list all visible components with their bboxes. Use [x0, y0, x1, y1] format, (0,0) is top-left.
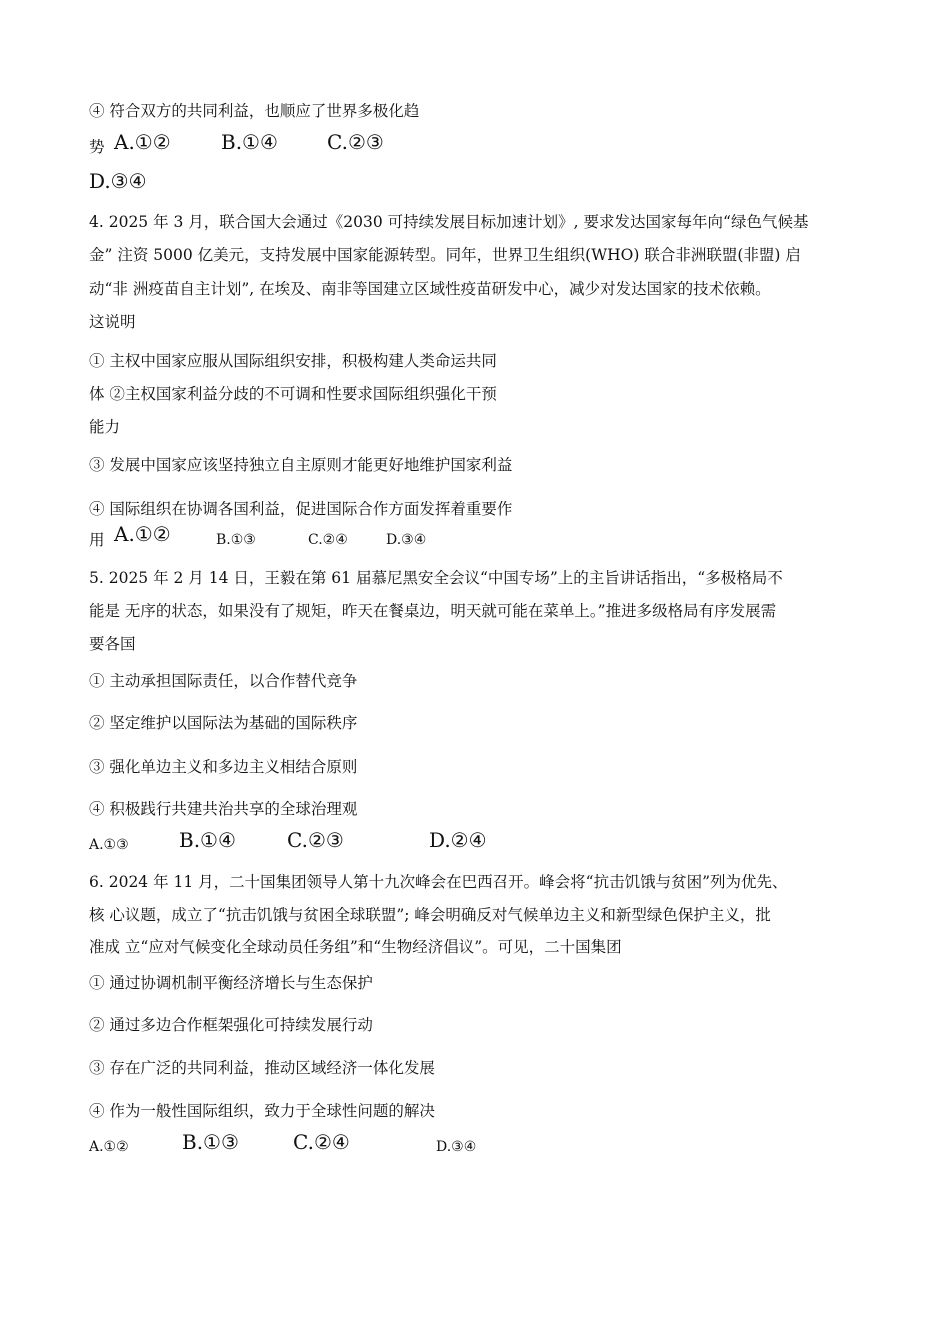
- q4-choice-b: B.①③: [216, 532, 256, 548]
- q4-choice-d: D.③④: [386, 532, 427, 548]
- q4-choice-c: C.②④: [308, 532, 348, 548]
- q6-choice-a: A.①②: [89, 1139, 129, 1155]
- q4-option-1-2-line2: 体 ②主权国家利益分歧的不可调和性要求国际组织强化干预: [89, 385, 497, 403]
- q5-stem-line-2: 能是 无序的状态，如果没有了规矩，昨天在餐桌边，明天就可能在菜单上。”推进多级格局有序发展需: [89, 602, 777, 620]
- q5-option-4: ④ 积极践行共建共治共享的全球治理观: [89, 800, 358, 818]
- q6-choice-c: C.②④: [293, 1130, 350, 1154]
- q5-stem-line-3: 要各国: [89, 635, 136, 653]
- q5-option-3: ③ 强化单边主义和多边主义相结合原则: [89, 758, 358, 776]
- q3-choice-a: A.①②: [114, 130, 171, 154]
- q4-option-3: ③ 发展中国家应该坚持独立自主原则才能更好地维护国家利益: [89, 456, 513, 474]
- q6-stem-line-1: 6. 2024 年 11 月，二十国集团领导人第十九次峰会在巴西召开。峰会将“抗击饥饿与贫困”列为优先、: [89, 873, 788, 891]
- q4-stem-line-3: 动“非 洲疫苗自主计划”, 在埃及、南非等国建立区域性疫苗研发中心，减少对发达国家的技术依赖。: [89, 280, 771, 298]
- q4-option-4-line2: 用: [89, 531, 105, 549]
- q6-stem-line-2: 核 心议题，成立了“抗击饥饿与贫困全球联盟”; 峰会明确反对气候单边主义和新型绿色保护主义，批: [89, 906, 771, 924]
- q5-choice-a: A.①③: [89, 837, 129, 853]
- q4-option-4-line1: ④ 国际组织在协调各国利益，促进国际合作方面发挥着重要作: [89, 500, 513, 518]
- q4-option-1-line1: ① 主权中国家应服从国际组织安排，积极构建人类命运共同: [89, 352, 497, 370]
- q6-stem-line-3: 准成 立“应对气候变化全球动员任务组”和“生物经济倡议”。可见，二十国集团: [89, 938, 622, 956]
- q5-choice-d: D.②④: [429, 828, 487, 852]
- q5-choice-c: C.②③: [287, 828, 344, 852]
- q6-option-2: ② 通过多边合作框架强化可持续发展行动: [89, 1016, 373, 1034]
- q6-option-3: ③ 存在广泛的共同利益，推动区域经济一体化发展: [89, 1059, 435, 1077]
- q3-choice-d: D.③④: [89, 169, 147, 193]
- q5-stem-line-1: 5. 2025 年 2 月 14 日，王毅在第 61 届慕尼黑安全会议“中国专场”上的主旨讲话指出，“多极格局不: [89, 569, 783, 587]
- q4-option-2-line2: 能力: [89, 418, 121, 436]
- q6-option-1: ① 通过协调机制平衡经济增长与生态保护: [89, 974, 373, 992]
- q5-option-1: ① 主动承担国际责任，以合作替代竞争: [89, 672, 358, 690]
- q4-stem-line-1: 4. 2025 年 3 月，联合国大会通过《2030 可持续发展目标加速计划》, 要求发达国家每年向“绿色气候基: [89, 213, 809, 231]
- q4-stem-line-4: 这说明: [89, 313, 136, 331]
- q6-option-4: ④ 作为一般性国际组织，致力于全球性问题的解决: [89, 1102, 435, 1120]
- q4-stem-line-2: 金” 注资 5000 亿美元，支持发展中国家能源转型。同年，世界卫生组织(WHO) 联合非洲联盟(非盟) 启: [89, 246, 801, 264]
- q6-choice-d: D.③④: [436, 1139, 477, 1155]
- q3-choice-b: B.①④: [221, 130, 278, 154]
- q3-choice-c: C.②③: [327, 130, 384, 154]
- q5-option-2: ② 坚定维护以国际法为基础的国际秩序: [89, 714, 358, 732]
- q6-choice-b: B.①③: [182, 1130, 239, 1154]
- q5-choice-b: B.①④: [179, 828, 236, 852]
- q3-option-4-line1: ④ 符合双方的共同利益，也顺应了世界多极化趋: [89, 102, 420, 120]
- q3-option-4-line2: 势: [89, 138, 105, 156]
- q4-choice-a: A.①②: [114, 522, 171, 546]
